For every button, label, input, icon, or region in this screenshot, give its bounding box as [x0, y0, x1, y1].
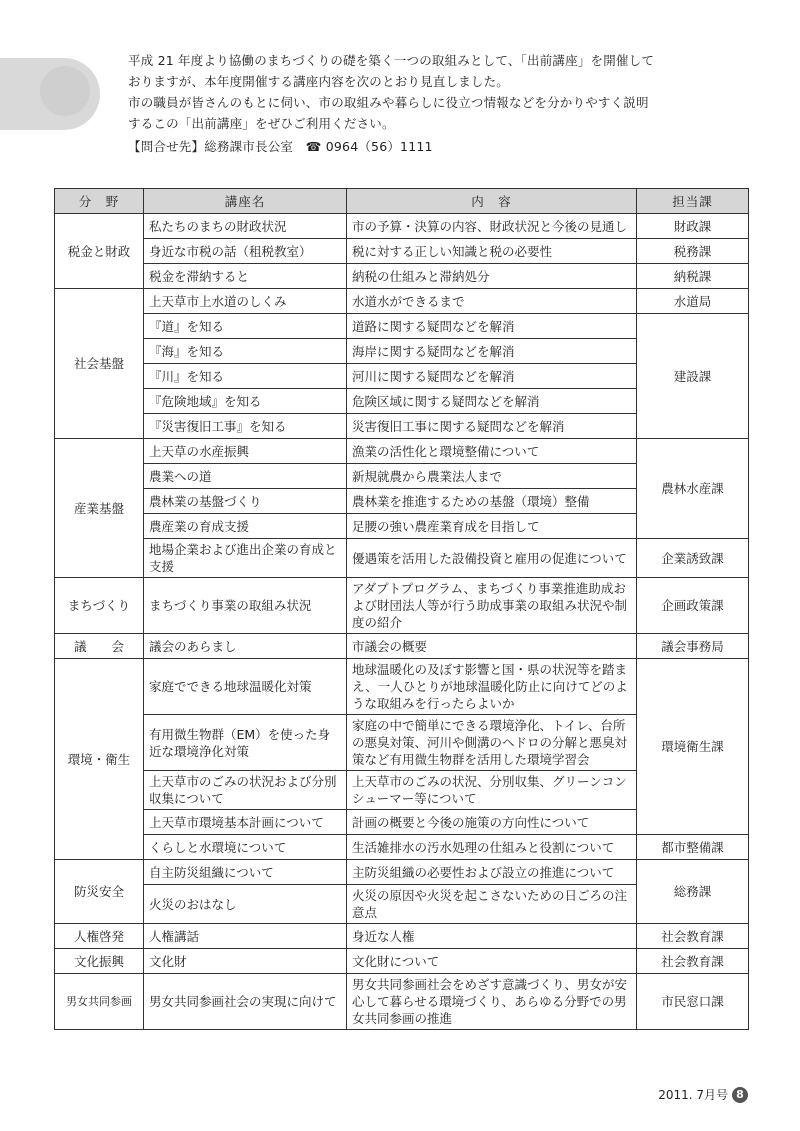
- field-cell: 文化振興: [55, 949, 144, 974]
- table-row: [55, 634, 749, 659]
- dept-cell: 総務課: [637, 860, 749, 924]
- table-row: [55, 214, 749, 239]
- lecture-cell: 身近な市税の話（租税教室）: [144, 239, 347, 264]
- dept-cell: 建設課: [637, 314, 749, 439]
- content-cell: 市の予算・決算の内容、財政状況と今後の見通し: [347, 214, 637, 239]
- intro-line: するこの「出前講座」をぜひご利用ください。: [128, 116, 395, 131]
- content-cell: 水道水ができるまで: [347, 289, 637, 314]
- field-cell: 環境・衛生: [55, 659, 144, 860]
- dept-cell: 環境衛生課: [637, 659, 749, 835]
- table-row: [55, 659, 749, 715]
- lecture-cell: 農産業の育成支援: [144, 514, 347, 539]
- dept-cell: 市民窓口課: [637, 974, 749, 1030]
- header-lecture: 講座名: [144, 189, 347, 214]
- lecture-cell: 議会のあらまし: [144, 634, 347, 659]
- content-cell: 家庭の中で簡単にできる環境浄化、トイレ、台所の悪臭対策、河川や側溝のヘドロの分解と悪臭対策など有用微生物群を活用した環境学習会: [347, 715, 637, 771]
- content-cell: 危険区域に関する疑問などを解消: [347, 389, 637, 414]
- lecture-cell: 有用微生物群（EM）を使った身近な環境浄化対策: [144, 715, 347, 771]
- field-cell: 議 会: [55, 634, 144, 659]
- issue-label: 2011. 7月号: [658, 1088, 728, 1102]
- dept-cell: 社会教育課: [637, 949, 749, 974]
- table-row: [55, 289, 749, 314]
- dept-cell: 納税課: [637, 264, 749, 289]
- content-cell: 生活雑排水の汚水処理の仕組みと役割について: [347, 835, 637, 860]
- content-cell: 火災の原因や火災を起こさないための日ごろの注意点: [347, 885, 637, 924]
- corner-decoration-circle: [40, 66, 90, 116]
- lecture-cell: 『危険地域』を知る: [144, 389, 347, 414]
- contact-info: 【問合せ先】総務課市長公室 ☎ 0964（56）1111: [128, 139, 433, 154]
- field-cell: 産業基盤: [55, 439, 144, 578]
- table-row: [55, 239, 749, 264]
- dept-cell: 水道局: [637, 289, 749, 314]
- lecture-cell: 農林業の基盤づくり: [144, 489, 347, 514]
- lecture-cell: 地場企業および進出企業の育成と支援: [144, 539, 347, 578]
- dept-cell: 農林水産課: [637, 439, 749, 539]
- field-cell: 税金と財政: [55, 214, 144, 289]
- dept-cell: 議会事務局: [637, 634, 749, 659]
- lecture-cell: まちづくり事業の取組み状況: [144, 578, 347, 634]
- content-cell: 税に対する正しい知識と税の必要性: [347, 239, 637, 264]
- table-header-row: [55, 189, 749, 214]
- content-cell: 文化財について: [347, 949, 637, 974]
- lecture-cell: 上天草の水産振興: [144, 439, 347, 464]
- content-cell: アダプトプログラム、まちづくり事業推進助成および財団法人等が行う助成事業の取組み状況や制度の紹介: [347, 578, 637, 634]
- lecture-cell: 『災害復旧工事』を知る: [144, 414, 347, 439]
- content-cell: 計画の概要と今後の施策の方向性について: [347, 810, 637, 835]
- lecture-cell: 税金を滞納すると: [144, 264, 347, 289]
- lecture-cell: 上天草市のごみの状況および分別収集について: [144, 771, 347, 810]
- dept-cell: 税務課: [637, 239, 749, 264]
- header-content: 内 容: [347, 189, 637, 214]
- intro-line: 平成 21 年度より協働のまちづくりの礎を築く一つの取組みとして、「出前講座」を開催して: [128, 53, 655, 68]
- content-cell: 海岸に関する疑問などを解消: [347, 339, 637, 364]
- field-cell: 人権啓発: [55, 924, 144, 949]
- lecture-cell: 農業への道: [144, 464, 347, 489]
- content-cell: 上天草市のごみの状況、分別収集、グリーンコンシューマー等について: [347, 771, 637, 810]
- lecture-cell: 『海』を知る: [144, 339, 347, 364]
- lecture-cell: 火災のおはなし: [144, 885, 347, 924]
- page-footer: [658, 1086, 748, 1103]
- table-row: [55, 439, 749, 464]
- intro-line: 市の職員が皆さんのもとに伺い、市の取組みや暮らしに役立つ情報などを分かりやすく説明: [128, 95, 649, 110]
- content-cell: 地球温暖化の及ぼす影響と国・県の状況等を踏まえ、一人ひとりが地球温暖化防止に向けてどのような取組みを行ったらよいか: [347, 659, 637, 715]
- content-cell: 足腰の強い農産業育成を目指して: [347, 514, 637, 539]
- content-cell: 身近な人権: [347, 924, 637, 949]
- lecture-cell: 人権講話: [144, 924, 347, 949]
- header-dept: 担当課: [637, 189, 749, 214]
- content-cell: 漁業の活性化と環境整備について: [347, 439, 637, 464]
- lecture-table: [54, 188, 749, 1030]
- lecture-cell: 家庭でできる地球温暖化対策: [144, 659, 347, 715]
- dept-cell: 企業誘致課: [637, 539, 749, 578]
- content-cell: 男女共同参画社会をめざす意識づくり、男女が安心して暮らせる環境づくり、あらゆる分野での男女共同参画の推進: [347, 974, 637, 1030]
- table-row: [55, 578, 749, 634]
- table-row: [55, 835, 749, 860]
- content-cell: 市議会の概要: [347, 634, 637, 659]
- field-cell: 男女共同参画: [55, 974, 144, 1030]
- content-cell: 道路に関する疑問などを解消: [347, 314, 637, 339]
- content-cell: 新規就農から農業法人まで: [347, 464, 637, 489]
- page-number: 8: [732, 1087, 748, 1103]
- lecture-cell: 自主防災組織について: [144, 860, 347, 885]
- content-cell: 主防災組織の必要性および設立の推進について: [347, 860, 637, 885]
- dept-cell: 財政課: [637, 214, 749, 239]
- lecture-cell: 私たちのまちの財政状況: [144, 214, 347, 239]
- table-row: [55, 314, 749, 339]
- lecture-cell: 男女共同参画社会の実現に向けて: [144, 974, 347, 1030]
- lecture-cell: 上天草市上水道のしくみ: [144, 289, 347, 314]
- dept-cell: 社会教育課: [637, 924, 749, 949]
- field-cell: 防災安全: [55, 860, 144, 924]
- content-cell: 農林業を推進するための基盤（環境）整備: [347, 489, 637, 514]
- dept-cell: 都市整備課: [637, 835, 749, 860]
- content-cell: 河川に関する疑問などを解消: [347, 364, 637, 389]
- lecture-cell: 文化財: [144, 949, 347, 974]
- intro-line: おりますが、本年度開催する講座内容を次のとおり見直しました。: [128, 74, 510, 89]
- content-cell: 災害復旧工事に関する疑問などを解消: [347, 414, 637, 439]
- header-field: 分 野: [55, 189, 144, 214]
- lecture-cell: くらしと水環境について: [144, 835, 347, 860]
- table-row: [55, 264, 749, 289]
- table-row: [55, 539, 749, 578]
- content-cell: 納税の仕組みと滞納処分: [347, 264, 637, 289]
- lecture-cell: 『川』を知る: [144, 364, 347, 389]
- lecture-cell: 『道』を知る: [144, 314, 347, 339]
- lecture-cell: 上天草市環境基本計画について: [144, 810, 347, 835]
- table-row: [55, 949, 749, 974]
- table-row: [55, 924, 749, 949]
- field-cell: まちづくり: [55, 578, 144, 634]
- content-cell: 優遇策を活用した設備投資と雇用の促進について: [347, 539, 637, 578]
- table-row: [55, 860, 749, 885]
- table-row: [55, 974, 749, 1030]
- field-cell: 社会基盤: [55, 289, 144, 439]
- intro-text: [128, 50, 718, 157]
- dept-cell: 企画政策課: [637, 578, 749, 634]
